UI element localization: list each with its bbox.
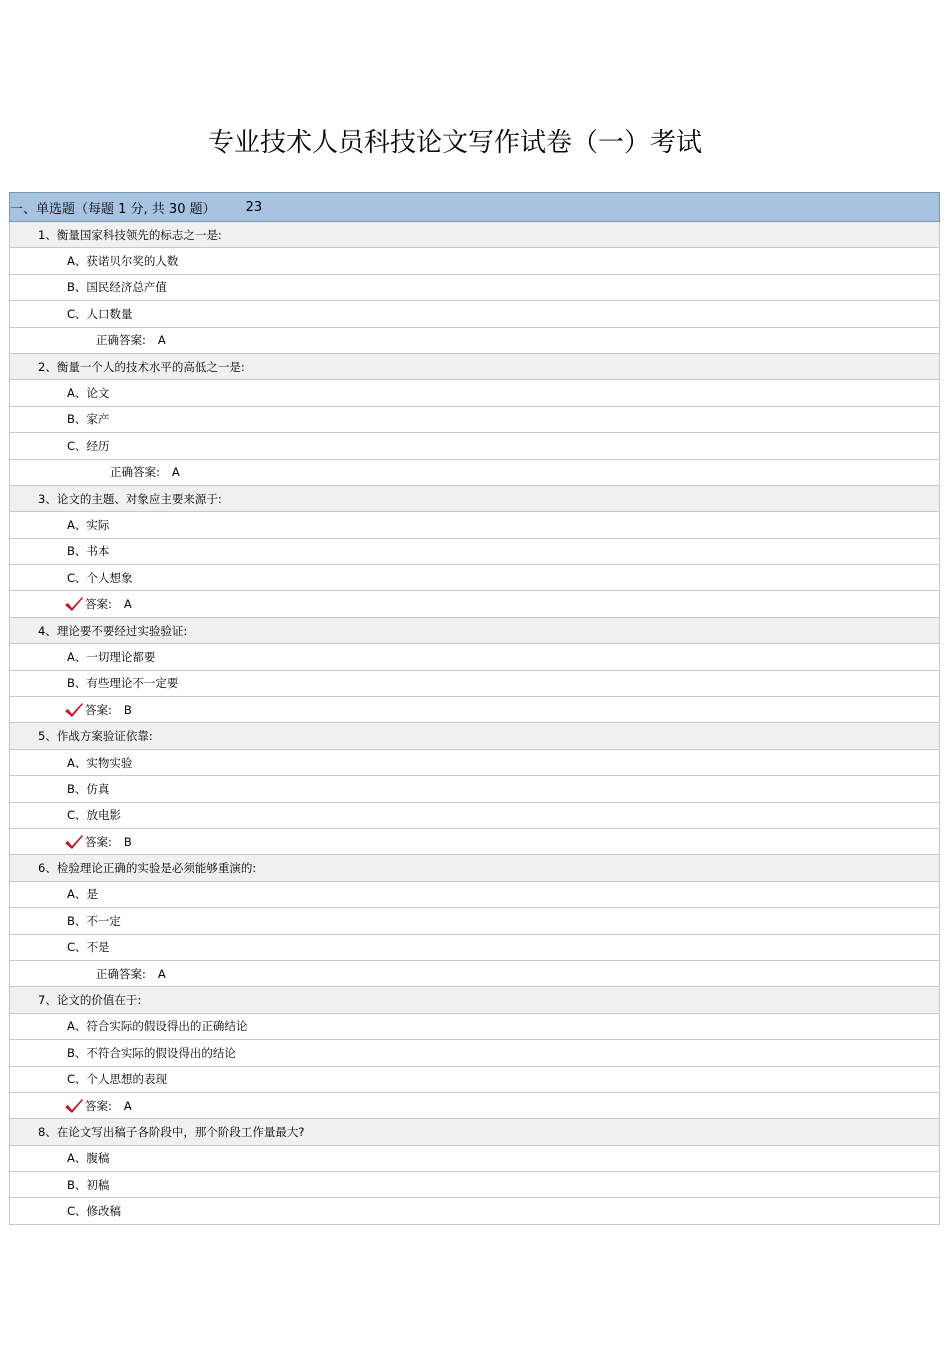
- checkmark-icon: [64, 702, 84, 718]
- option-row: B、国民经济总产值: [9, 275, 940, 301]
- section-header: [9, 192, 940, 222]
- option-row: C、人口数量: [9, 301, 940, 327]
- option-row: B、家产: [9, 407, 940, 433]
- option-row: C、经历: [9, 433, 940, 459]
- option-row: C、不是: [9, 935, 940, 961]
- answer-label: 答案:: [85, 702, 112, 717]
- question-row: 4、理论要不要经过实验验证:: [9, 618, 940, 644]
- answer-label: 正确答案:: [96, 966, 146, 981]
- option-row: B、不符合实际的假设得出的结论: [9, 1040, 940, 1066]
- option-row: C、修改稿: [9, 1198, 940, 1224]
- option-row: B、不一定: [9, 908, 940, 934]
- option-row: A、论文: [9, 380, 940, 406]
- answer-value: A: [123, 1098, 132, 1113]
- option-row: B、书本: [9, 539, 940, 565]
- correct-answer-row: [9, 460, 940, 486]
- option-row: A、符合实际的假设得出的正确结论: [9, 1014, 940, 1040]
- question-row: 2、衡量一个人的技术水平的高低之一是:: [9, 354, 940, 380]
- section-heading: 一、单选题（每题 1 分, 共 30 题）: [10, 201, 216, 217]
- question-row: 8、在论文写出稿子各阶段中，那个阶段工作量最大?: [9, 1119, 940, 1145]
- option-row: A、一切理论都要: [9, 644, 940, 670]
- checkmark-icon: [64, 1098, 84, 1114]
- question-row: 5、作战方案验证依靠:: [9, 723, 940, 749]
- exam-table: [9, 192, 940, 1225]
- answer-label: 答案:: [85, 597, 112, 612]
- answer-value: A: [157, 333, 166, 348]
- option-row: A、实际: [9, 512, 940, 538]
- question-row: 3、论文的主题、对象应主要来源于:: [9, 486, 940, 512]
- answer-label: 正确答案:: [110, 465, 160, 480]
- question-row: 1、衡量国家科技领先的标志之一是:: [9, 222, 940, 248]
- question-row: 7、论文的价值在于:: [9, 987, 940, 1013]
- correct-answer-row: [9, 961, 940, 987]
- page-title: 专业技术人员科技论文写作试卷（一）考试: [207, 128, 702, 158]
- option-row: B、仿真: [9, 776, 940, 802]
- option-row: B、有些理论不一定要: [9, 671, 940, 697]
- answer-value: B: [123, 702, 132, 717]
- answer-label: 答案:: [85, 1098, 112, 1113]
- answer-value: A: [171, 465, 180, 480]
- checkmark-icon: [64, 596, 84, 612]
- option-row: A、是: [9, 882, 940, 908]
- answer-row: [9, 1093, 940, 1119]
- answer-label: 答案:: [85, 834, 112, 849]
- option-row: B、初稿: [9, 1172, 940, 1198]
- option-row: C、个人思想的表现: [9, 1067, 940, 1093]
- option-row: A、获诺贝尔奖的人数: [9, 248, 940, 274]
- option-row: C、放电影: [9, 803, 940, 829]
- option-row: C、个人想象: [9, 565, 940, 591]
- correct-answer-row: [9, 328, 940, 354]
- answer-row: [9, 591, 940, 617]
- answer-row: [9, 697, 940, 723]
- checkmark-icon: [64, 834, 84, 850]
- answer-value: B: [123, 834, 132, 849]
- answer-label: 正确答案:: [96, 333, 146, 348]
- option-row: A、实物实验: [9, 750, 940, 776]
- answer-row: [9, 829, 940, 855]
- answer-value: A: [123, 597, 132, 612]
- option-row: A、腹稿: [9, 1146, 940, 1172]
- answer-value: A: [157, 966, 166, 981]
- section-score: 23: [245, 199, 263, 215]
- question-row: 6、检验理论正确的实验是必须能够重演的:: [9, 855, 940, 881]
